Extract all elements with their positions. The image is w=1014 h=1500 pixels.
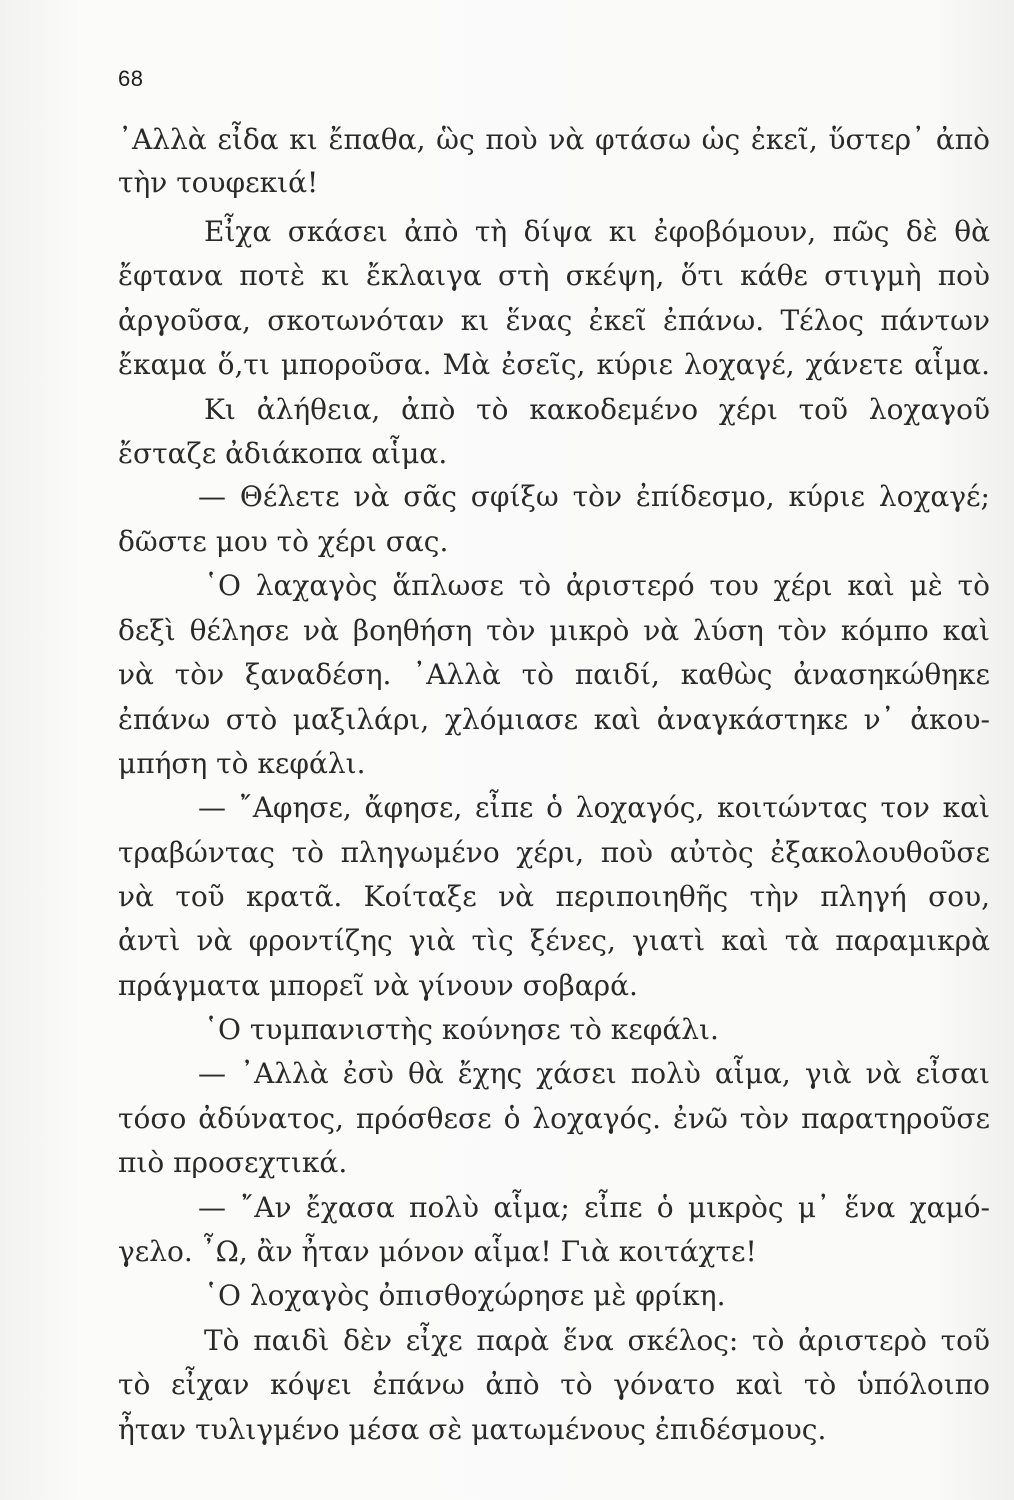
- text-line: τόσο ἀδύνατος, πρόσθεσε ὁ λοχαγός. ἐνῶ τὸν παρατηροῦσε: [118, 1102, 990, 1135]
- text-line: — ῎Αφησε, ἄφησε, εἶπε ὁ λοχαγός, κοιτώντας τον καὶ: [198, 791, 990, 824]
- text-line: νὰ τοῦ κρατᾶ. Κοίταξε νὰ περιποιηθῆς τὴν πληγή σου,: [118, 880, 990, 913]
- text-line: ἦταν τυλιγμένο μέσα σὲ ματωμένους ἐπιδέσμους.: [118, 1413, 827, 1446]
- text-line: δεξὶ θέλησε νὰ βοηθήση τὸν μικρὸ νὰ λύση τὸν κόμπο καὶ: [118, 614, 990, 647]
- text-line: ἐπάνω στὸ μαξιλάρι, χλόμιασε καὶ ἀναγκάστηκε ν᾿ ἀκου-: [118, 703, 990, 736]
- text-line: ἔκαμα ὅ,τι μποροῦσα. Μὰ ἐσεῖς, κύριε λοχαγέ, χάνετε αἷμα.: [118, 348, 990, 381]
- text-line: τὸ εἶχαν κόψει ἐπάνω ἀπὸ τὸ γόνατο καὶ τὸ ὑπόλοιπο: [118, 1368, 990, 1401]
- text-line: ῾Ο τυμπανιστὴς κούνησε τὸ κεφάλι.: [204, 1013, 719, 1046]
- text-line: νὰ τὸν ξαναδέση. ᾿Αλλὰ τὸ παιδί, καθὼς ἀνασηκώθηκε: [118, 658, 990, 691]
- text-line: Τὸ παιδὶ δὲν εἶχε παρὰ ἕνα σκέλος: τὸ ἀριστερὸ τοῦ: [204, 1324, 990, 1357]
- text-line: ἀντὶ νὰ φροντίζης γιὰ τὶς ξένες, γιατὶ καὶ τὰ παραμικρὰ: [118, 924, 990, 957]
- text-line: — ᾿Αλλὰ ἐσὺ θὰ ἔχης χάσει πολὺ αἷμα, γιὰ νὰ εἶσαι: [198, 1057, 990, 1090]
- page-number: 68: [118, 66, 144, 91]
- text-line: δῶστε μου τὸ χέρι σας.: [118, 525, 449, 558]
- text-line: — ῎Αν ἔχασα πολὺ αἷμα; εἶπε ὁ μικρὸς μ᾿ ἕνα χαμό-: [198, 1191, 990, 1224]
- text-line: Κι ἀλήθεια, ἀπὸ τὸ κακοδεμένο χέρι τοῦ λοχαγοῦ: [204, 393, 990, 426]
- text-line: μπήση τὸ κεφάλι.: [118, 747, 366, 780]
- text-line: πράγματα μπορεῖ νὰ γίνουν σοβαρά.: [118, 969, 638, 1002]
- text-line: Εἶχα σκάσει ἀπὸ τὴ δίψα κι ἐφοβόμουν, πῶς δὲ θὰ: [204, 215, 990, 248]
- text-line: ᾿Αλλὰ εἶδα κι ἔπαθα, ὣς ποὺ νὰ φτάσω ὡς ἐκεῖ, ὕστερ᾿ ἀπὸ: [118, 123, 990, 156]
- text-line: ῾Ο λοχαγὸς ὀπισθοχώρησε μὲ φρίκη.: [204, 1279, 726, 1312]
- text-line: γελο. ῏Ω, ἂν ἦταν μόνον αἷμα! Γιὰ κοιτάχτε!: [118, 1235, 757, 1268]
- text-line: ἀργοῦσα, σκοτωνόταν κι ἕνας ἐκεῖ ἐπάνω. Τέλος πάντων: [118, 304, 990, 337]
- text-line: τὴν τουφεκιά!: [118, 166, 319, 199]
- text-line: πιὸ προσεχτικά.: [118, 1146, 348, 1179]
- text-line: τραβώντας τὸ πληγωμένο χέρι, ποὺ αὐτὸς ἐξακολουθοῦσε: [118, 836, 990, 869]
- text-line: — Θέλετε νὰ σᾶς σφίξω τὸν ἐπίδεσμο, κύριε λοχαγέ;: [198, 480, 990, 513]
- text-line: ῾Ο λαχαγὸς ἅπλωσε τὸ ἀριστερό του χέρι καὶ μὲ τὸ: [204, 569, 990, 602]
- text-line: ἔσταζε ἀδιάκοπα αἷμα.: [118, 437, 448, 470]
- text-line: ἔφτανα ποτὲ κι ἔκλαιγα στὴ σκέψη, ὅτι κάθε στιγμὴ ποὺ: [118, 259, 990, 292]
